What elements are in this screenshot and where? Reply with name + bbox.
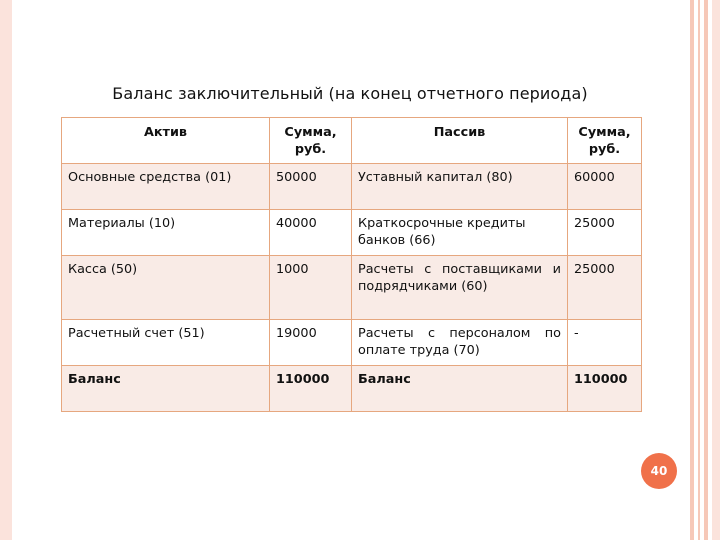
- total-asset-sum: 110000: [270, 366, 352, 412]
- right-decorative-frame: [690, 0, 720, 540]
- liability-cell: Уставный капитал (80): [352, 164, 568, 210]
- asset-sum-cell: 40000: [270, 210, 352, 256]
- asset-cell: Основные средства (01): [62, 164, 270, 210]
- total-liability-label: Баланс: [352, 366, 568, 412]
- left-decorative-frame: [0, 0, 12, 540]
- table-total-row: [62, 366, 642, 412]
- header-asset-sum: Сумма, руб.: [270, 118, 352, 164]
- balance-table: [61, 117, 642, 412]
- liability-cell: Расчеты с персоналом по оплате труда (70): [352, 320, 568, 366]
- asset-cell: Касса (50): [62, 256, 270, 320]
- asset-sum-cell: 1000: [270, 256, 352, 320]
- header-asset: Актив: [62, 118, 270, 164]
- frame-stripe: [690, 0, 694, 540]
- liability-sum-cell: -: [568, 320, 642, 366]
- table-row: [62, 164, 642, 210]
- table-row: [62, 210, 642, 256]
- total-liability-sum: 110000: [568, 366, 642, 412]
- slide-title: Баланс заключительный (на конец отчетного периода): [112, 84, 588, 103]
- frame-stripe: [712, 0, 720, 540]
- table-row: [62, 256, 642, 320]
- liability-cell: Краткосрочные кредиты банков (66): [352, 210, 568, 256]
- asset-cell: Материалы (10): [62, 210, 270, 256]
- frame-stripe: [698, 0, 700, 540]
- liability-cell: Расчеты с поставщиками и подрядчиками (60): [352, 256, 568, 320]
- table-header-row: [62, 118, 642, 164]
- liability-sum-cell: 25000: [568, 256, 642, 320]
- frame-stripe: [704, 0, 708, 540]
- page-number-badge: 40: [641, 453, 677, 489]
- header-liability: Пассив: [352, 118, 568, 164]
- liability-sum-cell: 25000: [568, 210, 642, 256]
- header-liability-sum: Сумма, руб.: [568, 118, 642, 164]
- asset-sum-cell: 50000: [270, 164, 352, 210]
- asset-cell: Расчетный счет (51): [62, 320, 270, 366]
- total-asset-label: Баланс: [62, 366, 270, 412]
- table-row: [62, 320, 642, 366]
- asset-sum-cell: 19000: [270, 320, 352, 366]
- liability-sum-cell: 60000: [568, 164, 642, 210]
